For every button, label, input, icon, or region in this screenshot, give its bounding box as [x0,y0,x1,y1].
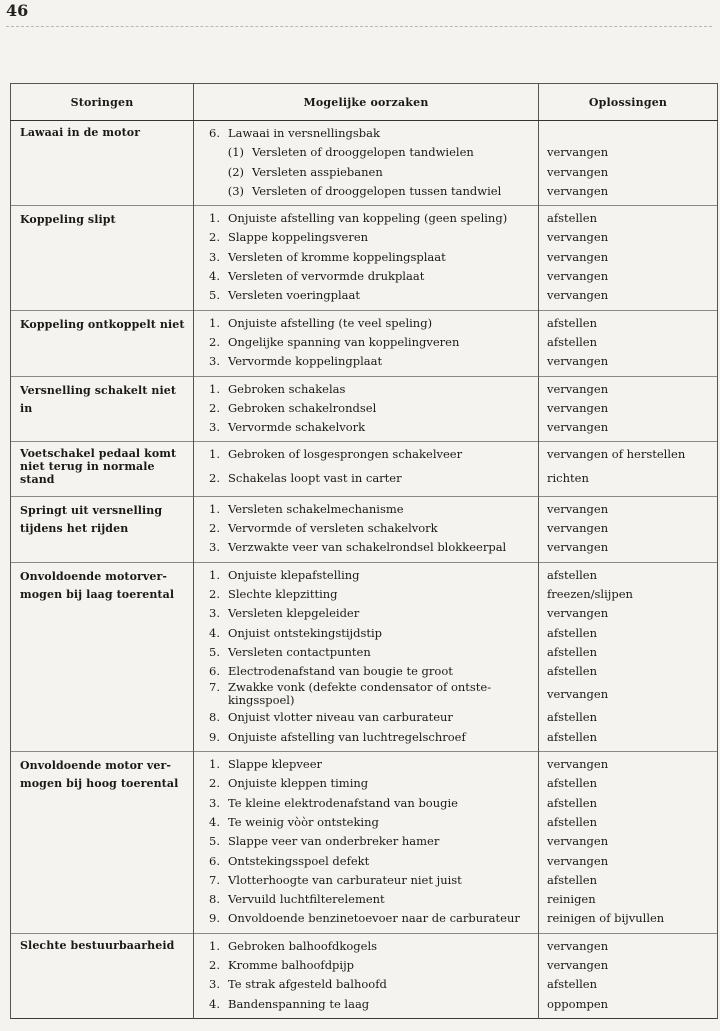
fix-cell [539,310,718,376]
fix-item: vervangen [547,540,609,555]
cause-number: 8. [209,892,220,907]
table-row [11,496,718,562]
cause-item [194,352,538,371]
fix-item: vervangen [547,938,609,953]
cause-text: Versleten of drooggelopen tussen tandwiel [252,183,502,198]
cause-number: 9. [209,911,220,926]
fix-item: afstellen [547,710,598,725]
cause-text: Onjuist vlotter niveau van carburateur [228,710,453,725]
cause-item [194,500,538,519]
cause-text: Vervormde koppelingplaat [228,354,383,369]
cause-text: Versleten schakelmechanisme [228,501,404,516]
cause-item [194,314,538,333]
fix-item: reinigen [547,892,596,907]
cause-cell [194,310,539,376]
cause-number: 2. [209,230,220,245]
cause-text: Electrodenafstand van bougie te groot [228,664,453,679]
cause-item [194,445,538,464]
cause-cell [194,121,539,206]
cause-text: Vervuild luchtfilterelement [228,892,385,907]
cause-item [194,890,538,909]
fix-item: vervangen [547,606,609,621]
cause-number: (1) [227,145,244,160]
table-row [11,206,718,310]
cause-number: 3. [209,540,220,555]
cause-item [194,566,538,585]
cause-text: Slappe veer van onderbreker hamer [228,834,440,849]
symptom-cell [11,376,194,442]
cause-text: Onvoldoende benzinetoevoer naar de carburateur [228,911,520,926]
fix-item: afstellen [547,776,598,791]
symptom-text: Slechte bestuurbaarheid [20,938,175,952]
cause-number: 1. [209,447,220,462]
fix-item: afstellen [547,644,598,659]
cause-text: Bandenspanning te laag [228,996,370,1011]
cause-number: 3. [209,420,220,435]
symptom-cell [11,121,194,206]
cause-text: Onjuiste afstelling (te veel speling) [228,315,433,330]
fix-item: vervangen of herstellen [547,447,686,462]
fix-item: afstellen [547,567,598,582]
symptom-cell [11,496,194,562]
cause-text: Onjuist ontstekingstijdstip [228,625,383,640]
cause-cell [194,376,539,442]
cause-text: Zwakke vonk (defekte condensator of ontste-kingsspoel) [228,680,492,708]
fix-item: vervangen [547,834,609,849]
cause-item [194,228,538,247]
fix-cell [539,562,718,751]
symptom-text: Onvoldoende motor ver-mogen bij hoog toerental [20,759,179,791]
symptom-text: Springt uit versnelling tijdens het rijden [20,503,163,535]
cause-text: Lawaai in versnellingsbak [228,126,380,140]
symptom-text: Onvoldoende motorver-mogen bij laag toerental [20,569,175,601]
cause-number: 1. [209,381,220,396]
symptom-text: Versnelling schakelt niet in [20,383,177,415]
symptom-cell [11,752,194,934]
cause-text: Slappe koppelingsveren [228,230,369,245]
cause-number: 3. [209,606,220,621]
table-row [11,442,718,496]
cause-cell [194,442,539,496]
cause-text: Gebroken schakelas [228,381,346,396]
cause-number: 3. [209,795,220,810]
cause-number: 1. [209,211,220,226]
cause-item [194,832,538,851]
fix-item: vervangen [547,354,609,369]
cause-item [194,604,538,623]
fix-item: afstellen [547,795,598,810]
fix-cell [539,376,718,442]
cause-item [194,209,538,228]
table-row [11,376,718,442]
symptom-cell [11,562,194,751]
cause-number: 4. [209,814,220,829]
fix-cell [539,206,718,310]
fix-item: afstellen [547,664,598,679]
cause-number: 4. [209,625,220,640]
cause-item [194,937,538,956]
header-fix: Oplossingen [539,84,718,121]
cause-number: 7. [209,872,220,887]
cause-number: 1. [209,501,220,516]
fix-cell [539,121,718,206]
cause-item [194,538,538,557]
cause-text: Versleten of drooggelopen tandwielen [252,145,474,160]
cause-text: Te strak afgesteld balhoofd [228,977,387,992]
troubleshooting-table [10,83,718,1019]
cause-item [194,995,538,1014]
symptom-cell [11,442,194,496]
fix-item: afstellen [547,977,598,992]
cause-number: 6. [209,126,220,140]
fix-item: freezen/slijpen [547,586,633,601]
symptom-text: Koppeling ontkoppelt niet [20,317,185,331]
cause-item [194,519,538,538]
cause-text: Ongelijke spanning van koppelingveren [228,334,460,349]
fix-item: afstellen [547,625,598,640]
cause-text: Versleten contactpunten [228,644,371,659]
symptom-cell [11,206,194,310]
cause-item [194,681,538,708]
symptom-cell [11,310,194,376]
cause-item [194,871,538,890]
cause-number: (2) [227,164,244,179]
cause-cell [194,562,539,751]
cause-cell [194,752,539,934]
cause-item [194,794,538,813]
cause-text: Ontstekingsspoel defekt [228,853,370,868]
cause-number: 2. [209,586,220,601]
cause-text: Onjuiste kleppen timing [228,776,369,791]
cause-item [194,852,538,871]
fix-item: afstellen [547,334,598,349]
cause-number: 7. [209,680,220,695]
cause-number: 1. [209,315,220,330]
cause-item [194,286,538,305]
page-number: 46 [6,1,29,20]
fix-item: vervangen [547,249,609,264]
cause-item [194,267,538,286]
cause-number: 8. [209,710,220,725]
fix-item: afstellen [547,814,598,829]
fix-item: vervangen [547,687,609,702]
cause-item [194,975,538,994]
cause-text: Slechte klepzitting [228,586,338,601]
table-body [11,121,718,1019]
fix-item: vervangen [547,145,609,160]
cause-item [194,465,538,492]
cause-cell [194,933,539,1018]
cause-text: Onjuiste afstelling van koppeling (geen speling) [228,211,508,226]
cause-text: Gebroken of losgesprongen schakelveer [228,447,463,462]
cause-text: Versleten of vervormde drukplaat [228,269,425,284]
cause-text: Te kleine elektrodenafstand van bougie [228,795,458,810]
fix-item: vervangen [547,420,609,435]
fix-item: oppompen [547,996,609,1011]
cause-item [194,418,538,437]
cause-text: Gebroken balhoofdkogels [228,938,378,953]
cause-item [194,909,538,928]
fix-item: reinigen of bijvullen [547,911,665,926]
cause-item [194,662,538,681]
cause-item [194,182,538,201]
cause-number: 3. [209,977,220,992]
cause-item [194,708,538,727]
cause-number: 4. [209,269,220,284]
cause-item [194,333,538,352]
cause-text: Vervormde schakelvork [228,420,366,435]
table-row [11,310,718,376]
cause-number: 5. [209,834,220,849]
cause-number: 1. [209,938,220,953]
fix-item [539,124,717,143]
cause-cell [194,206,539,310]
fix-item: vervangen [547,230,609,245]
fix-cell [539,496,718,562]
cause-text: Slappe klepveer [228,757,323,772]
fix-item: vervangen [547,183,609,198]
symptom-text: Voetschakel pedaal komt niet terug in normale stand [20,447,177,487]
cause-cell [194,496,539,562]
cause-number: 5. [209,644,220,659]
cause-number: 1. [209,757,220,772]
cause-number: 2. [209,470,220,485]
cause-item [194,248,538,267]
fix-item: vervangen [547,400,609,415]
fix-item: afstellen [547,729,598,744]
cause-number: 6. [209,664,220,679]
fix-cell [539,933,718,1018]
cause-number: 3. [209,354,220,369]
cause-number: 4. [209,996,220,1011]
cause-item [194,143,538,162]
cause-number: 9. [209,729,220,744]
header-symptom: Storingen [11,84,194,121]
troubleshooting-table-wrapper [10,83,717,1019]
symptom-text: Koppeling slipt [20,213,116,227]
fix-item: vervangen [547,521,609,536]
cause-item [194,380,538,399]
cause-item [194,813,538,832]
cause-text: Versleten klepgeleider [228,606,360,621]
symptom-text: Lawaai in de motor [20,126,141,139]
cause-number: 2. [209,776,220,791]
fix-item: vervangen [547,853,609,868]
cause-item [194,163,538,182]
cause-number: 1. [209,567,220,582]
table-row [11,562,718,751]
cause-text: Kromme balhoofdpijp [228,957,355,972]
cause-number: (3) [227,183,244,198]
fix-item: vervangen [547,269,609,284]
top-rule [6,26,712,27]
fix-item: vervangen [547,501,609,516]
fix-item: vervangen [547,288,609,303]
cause-text: Te weinig vòòr ontsteking [228,814,379,829]
cause-item [194,774,538,793]
cause-number: 5. [209,288,220,303]
cause-text: Versleten asspiebanen [252,164,383,179]
fix-cell [539,442,718,496]
table-row [11,752,718,934]
cause-text: Versleten voeringplaat [228,288,360,303]
cause-text: Schakelas loopt vast in carter [228,470,402,485]
cause-text: Gebroken schakelrondsel [228,400,377,415]
fix-item: vervangen [547,957,609,972]
cause-number: 3. [209,249,220,264]
table-row [11,121,718,206]
cause-text: Vervormde of versleten schakelvork [228,521,438,536]
cause-text: Vlotterhoogte van carburateur niet juist [228,872,462,887]
cause-item [194,728,538,747]
table-row [11,933,718,1018]
fix-cell [539,752,718,934]
symptom-cell [11,933,194,1018]
cause-number: 2. [209,400,220,415]
cause-item [194,956,538,975]
cause-text: Verzwakte veer van schakelrondsel blokkeerpal [228,540,507,555]
fix-item: afstellen [547,211,598,226]
cause-text: Onjuiste afstelling van luchtregelschroef [228,729,466,744]
fix-item: afstellen [547,872,598,887]
cause-text: Versleten of kromme koppelingsplaat [228,249,446,264]
table-header-row [11,84,718,121]
cause-number: 2. [209,521,220,536]
cause-item [194,585,538,604]
cause-item [194,755,538,774]
cause-number: 6. [209,853,220,868]
cause-number: 2. [209,334,220,349]
header-cause: Mogelijke oorzaken [194,84,539,121]
fix-item: vervangen [547,757,609,772]
cause-item [194,624,538,643]
cause-item [194,643,538,662]
cause-item [194,399,538,418]
fix-item: vervangen [547,381,609,396]
cause-item [194,124,538,143]
cause-number: 2. [209,957,220,972]
fix-item: richten [547,470,589,485]
cause-text: Onjuiste klepafstelling [228,567,360,582]
fix-item: vervangen [547,164,609,179]
fix-item: afstellen [547,315,598,330]
